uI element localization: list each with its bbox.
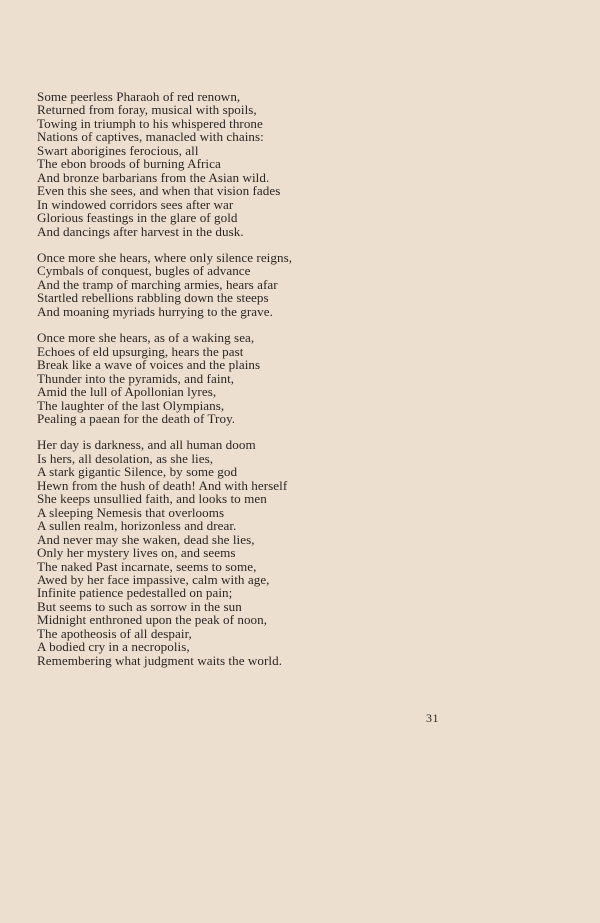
poem-line: Returned from foray, musical with spoils, bbox=[37, 102, 257, 118]
poem-line: A sullen realm, horizonless and drear. bbox=[37, 518, 237, 534]
poem-line: And moaning myriads hurrying to the grave. bbox=[37, 303, 273, 319]
poem-line: Some peerless Pharaoh of red renown, bbox=[37, 89, 241, 104]
poem-line: Only her mystery lives on, and seems bbox=[37, 545, 236, 561]
poem-line: Break like a wave of voices and the plains bbox=[37, 357, 261, 373]
poem-line: The ebon broods of burning Africa bbox=[37, 156, 221, 172]
poem-line: The naked Past incarnate, seems to some, bbox=[37, 558, 257, 574]
poem-line: A sleeping Nemesis that overlooms bbox=[37, 504, 225, 520]
page-number: 31 bbox=[426, 711, 439, 725]
poem-line: Once more she hears, as of a waking sea, bbox=[37, 330, 255, 346]
poem-line: But seems to such as sorrow in the sun bbox=[37, 598, 242, 614]
stanza-1 bbox=[37, 90, 577, 238]
poem-line: The laughter of the last Olympians, bbox=[37, 397, 225, 413]
poem-line: Startled rebellions rabbling down the steeps bbox=[37, 290, 269, 306]
poem-line: Her day is darkness, and all human doom bbox=[37, 437, 256, 453]
poem-line: Echoes of eld upsurging, hears the past bbox=[37, 343, 244, 359]
poem-line: The apotheosis of all despair, bbox=[37, 625, 192, 641]
poem-line: In windowed corridors sees after war bbox=[37, 196, 234, 212]
poem-line: Infinite patience pedestalled on pain; bbox=[37, 585, 233, 601]
poem-line: Remembering what judgment waits the world. bbox=[37, 652, 283, 668]
poem-line: Nations of captives, manacled with chains: bbox=[37, 129, 264, 145]
poem-text bbox=[37, 90, 577, 680]
poem-line: Even this she sees, and when that vision fades bbox=[37, 183, 281, 199]
stanza-2 bbox=[37, 251, 577, 318]
poem-line: Amid the lull of Apollonian lyres, bbox=[37, 384, 217, 400]
poem-line: And the tramp of marching armies, hears afar bbox=[37, 276, 278, 292]
poem-line: Midnight enthroned upon the peak of noon, bbox=[37, 612, 268, 628]
poem-line: A bodied cry in a necropolis, bbox=[37, 639, 190, 655]
poem-line: Glorious feastings in the glare of gold bbox=[37, 210, 238, 226]
poem-line: Once more she hears, where only silence reigns, bbox=[37, 249, 293, 265]
poem-line: Hewn from the hush of death! And with herself bbox=[37, 477, 288, 493]
poem-line: She keeps unsullied faith, and looks to men bbox=[37, 491, 267, 507]
poem-line: Awed by her face impassive, calm with age, bbox=[37, 571, 270, 587]
poem-line: Thunder into the pyramids, and faint, bbox=[37, 370, 235, 386]
poem-line: Swart aborigines ferocious, all bbox=[37, 142, 199, 158]
poem-line: Cymbals of conquest, bugles of advance bbox=[37, 263, 251, 279]
poem-line: And never may she waken, dead she lies, bbox=[37, 531, 255, 547]
poem-line: Is hers, all desolation, as she lies, bbox=[37, 450, 214, 466]
stanza-4 bbox=[37, 438, 577, 667]
stanza-3 bbox=[37, 331, 577, 425]
poem-line: Pealing a paean for the death of Troy. bbox=[37, 410, 236, 426]
poem-line: And dancings after harvest in the dusk. bbox=[37, 223, 244, 239]
poem-line: A stark gigantic Silence, by some god bbox=[37, 464, 238, 480]
poem-line: And bronze barbarians from the Asian wild. bbox=[37, 169, 270, 185]
poem-line: Towing in triumph to his whispered throne bbox=[37, 115, 263, 131]
